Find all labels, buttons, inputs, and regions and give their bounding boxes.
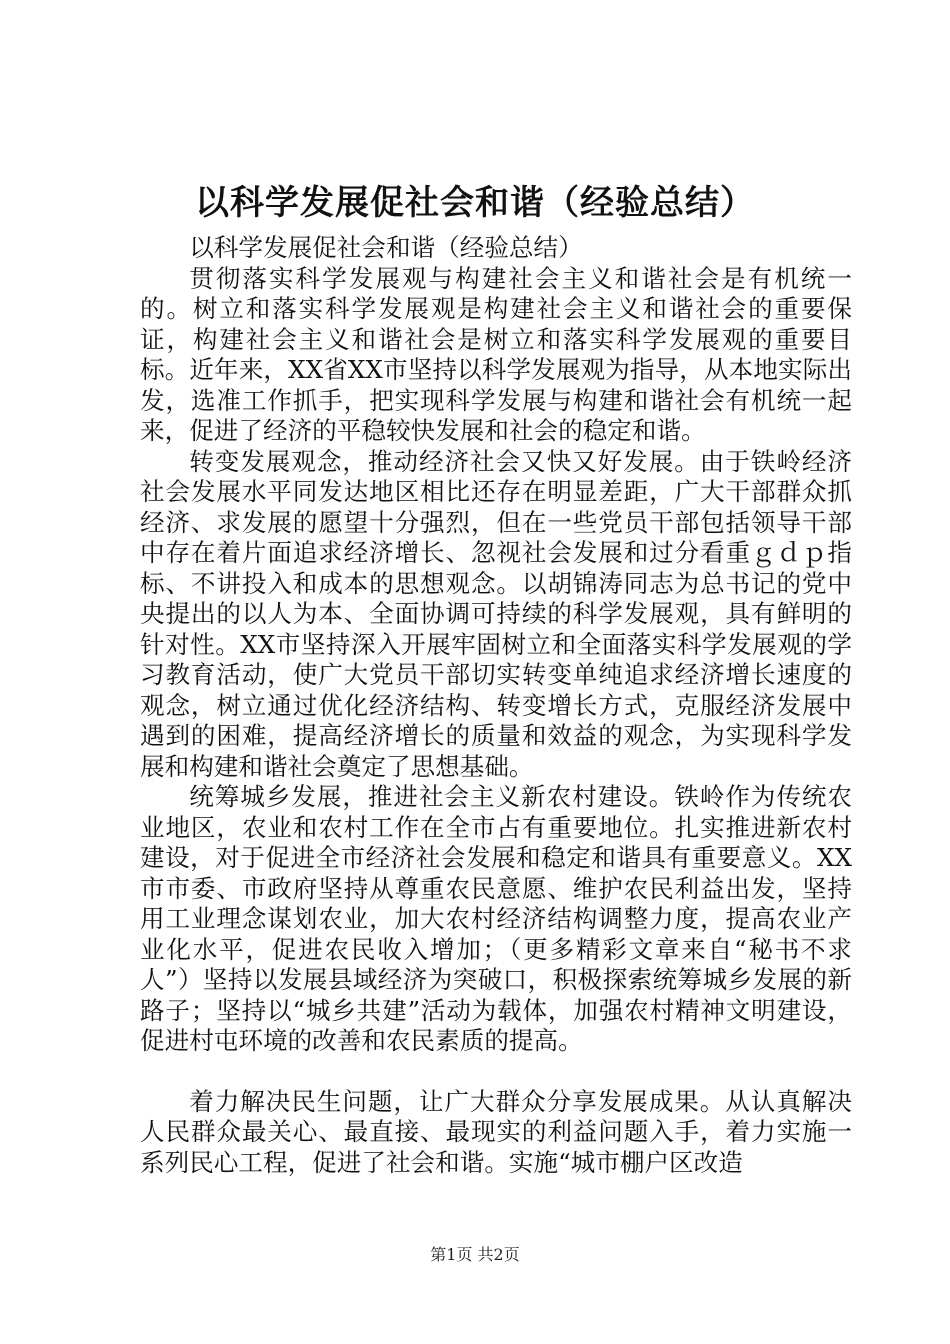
paragraph-intro: 贯彻落实科学发展观与构建社会主义和谐社会是有机统一的。树立和落实科学发展观是构建社会主义和谐社会的重要保证，构建社会主义和谐社会是树立和落实科学发展观的重要目标。近年来，XX省XX市坚持以科学发展观为指导，从本地实际出发，选准工作抓手，把实现科学发展与构建和谐社会有机统一起来，促进了经济的平稳较快发展和社会的稳定和谐。 (140, 263, 852, 445)
paragraph-livelihood: 着力解决民生问题，让广大群众分享发展成果。从认真解决人民群众最关心、最直接、最现实的利益问题入手，着力实施一系列民心工程，促进了社会和谐。实施“城市棚户区改造 (140, 1086, 852, 1177)
paragraph-subtitle: 以科学发展促社会和谐（经验总结） (189, 233, 583, 262)
paragraph-urban-rural: 统筹城乡发展，推进社会主义新农村建设。铁岭作为传统农业地区，农业和农村工作在全市占有重要地位。扎实推进新农村建设，对于促进全市经济社会发展和稳定和谐具有重要意义。XX市市委、市政府坚持从尊重农民意愿、维护农民利益出发，坚持用工业理念谋划农业，加大农村经济结构调整力度，提高农业产业化水平，促进农民收入增加；（更多精彩文章来自“秘书不求人”）坚持以发展县域经济为突破口，积极探索统筹城乡发展的新路子；坚持以“城乡共建”活动为载体，加强农村精神文明建设，促进村屯环境的改善和农民素质的提高。 (140, 782, 852, 1055)
page-footer: 第1页 共2页 (430, 1245, 520, 1264)
document-title: 以科学发展促社会和谐（经验总结） (195, 183, 755, 223)
document-body (140, 233, 852, 1178)
paragraph-development-concept: 转变发展观念，推动经济社会又快又好发展。由于铁岭经济社会发展水平同发达地区相比还存在明显差距，广大干部群众抓经济、求发展的愿望十分强烈，但在一些党员干部包括领导干部中存在着片面追求经济增长、忽视社会发展和过分看重ｇｄｐ指标、不讲投入和成本的思想观念。以胡锦涛同志为总书记的党中央提出的以人为本、全面协调可持续的科学发展观，具有鲜明的针对性。XX市坚持深入开展牢固树立和全面落实科学发展观的学习教育活动，使广大党员干部切实转变单纯追求经济增长速度的观念，树立通过优化经济结构、转变增长方式，克服经济发展中遇到的困难，提高经济增长的质量和效益的观念，为实现科学发展和构建和谐社会奠定了思想基础。 (140, 446, 852, 781)
